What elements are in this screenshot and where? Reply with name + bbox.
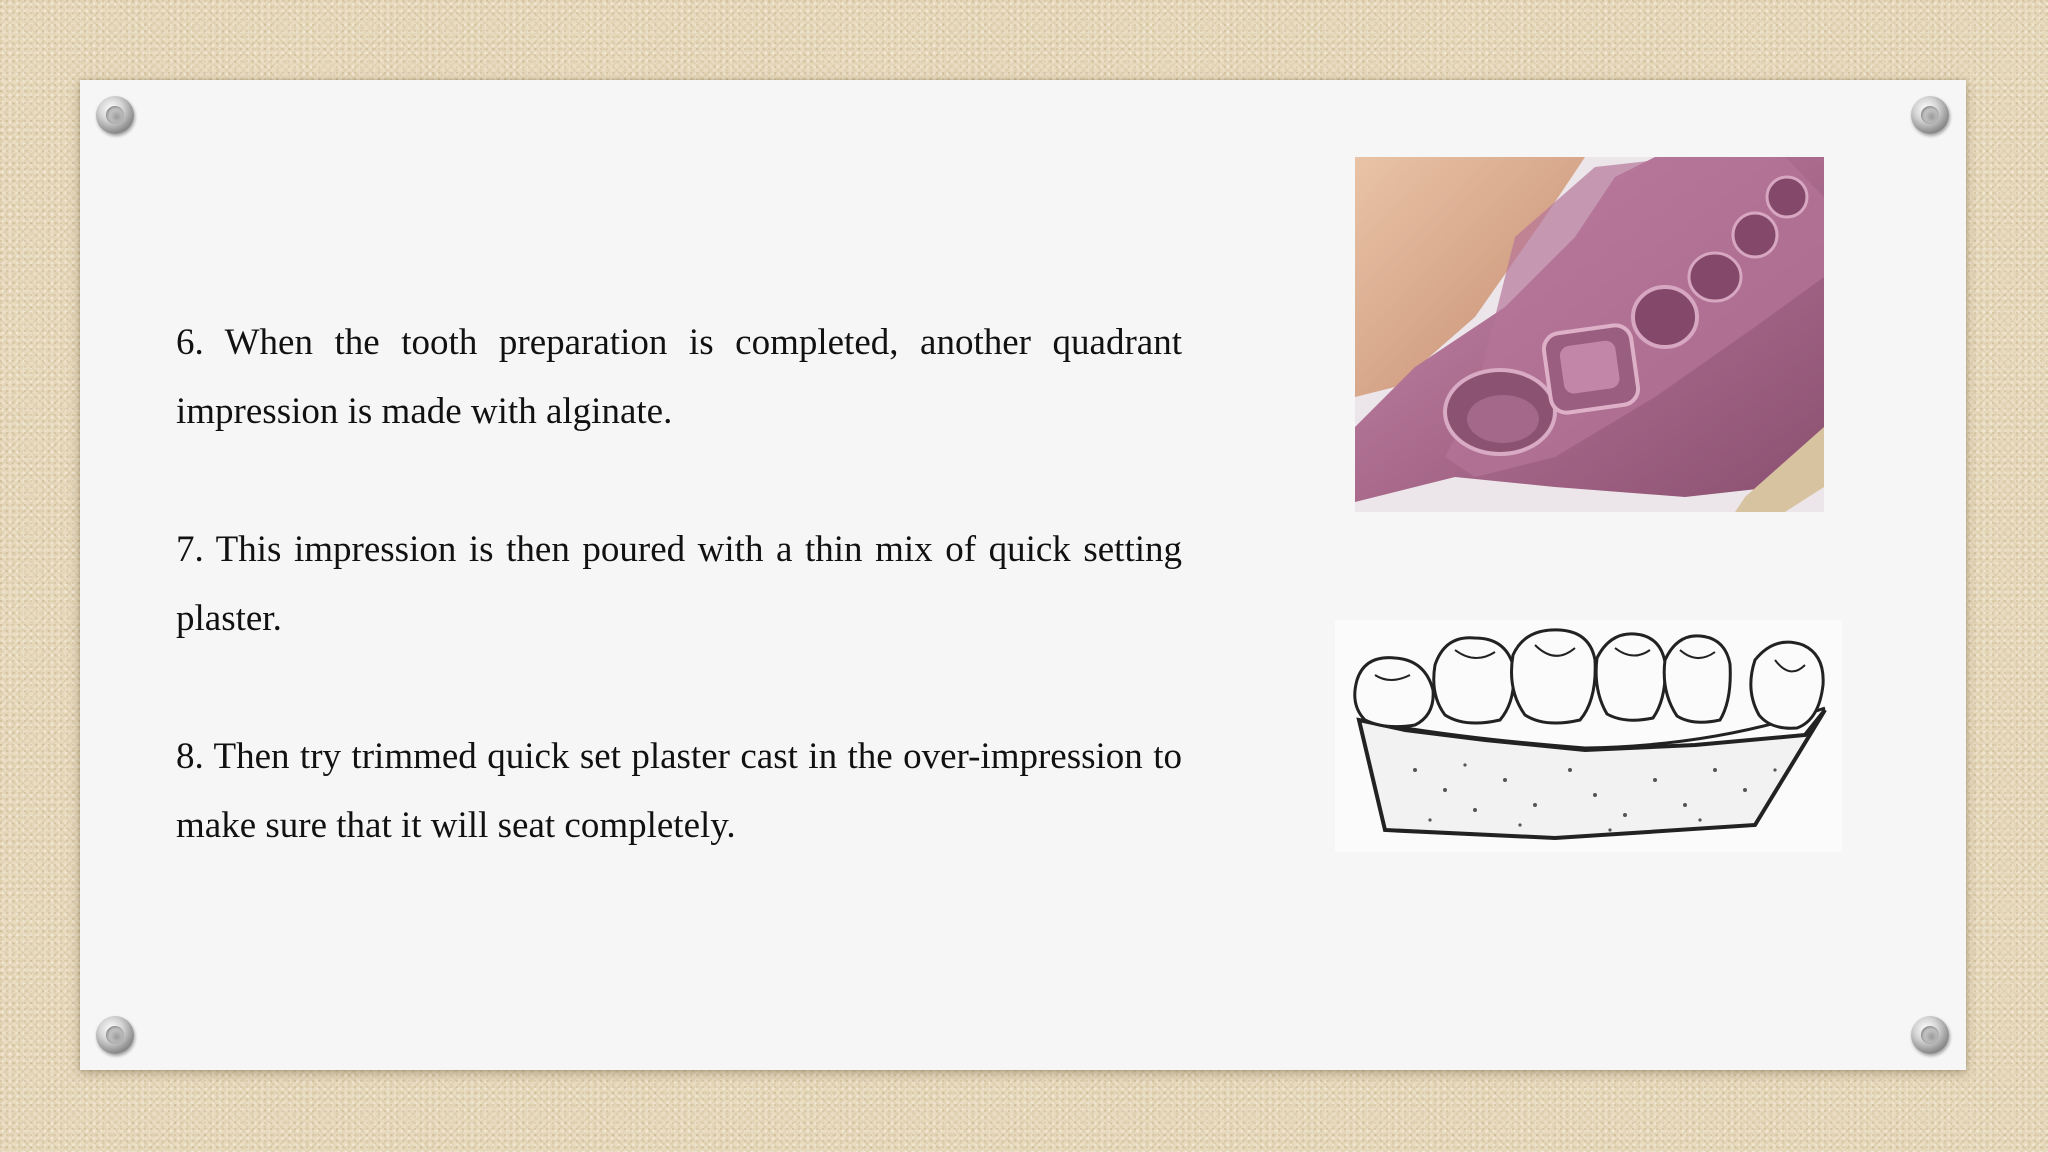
- grommet-top-right: [1911, 96, 1949, 134]
- step-7-text: 7. This impression is then poured with a thin mix of quick setting plaster.: [176, 529, 1182, 639]
- cast-drawing: [1335, 620, 1842, 852]
- step-8-text: 8. Then try trimmed quick set plaster cast in the over-impression to make sure that it will seat completely.: [176, 736, 1182, 846]
- plaster-cast-sketch: [1335, 620, 1842, 852]
- body-text: [176, 308, 1182, 860]
- grommet-top-left: [96, 96, 134, 134]
- grommet-bottom-left: [96, 1016, 134, 1054]
- grommet-bottom-right: [1911, 1016, 1949, 1054]
- impression-illustration: [1355, 157, 1824, 512]
- step-6-text: 6. When the tooth preparation is completed, another quadrant impression is made with alginate.: [176, 322, 1182, 432]
- impression-photo: [1355, 157, 1824, 512]
